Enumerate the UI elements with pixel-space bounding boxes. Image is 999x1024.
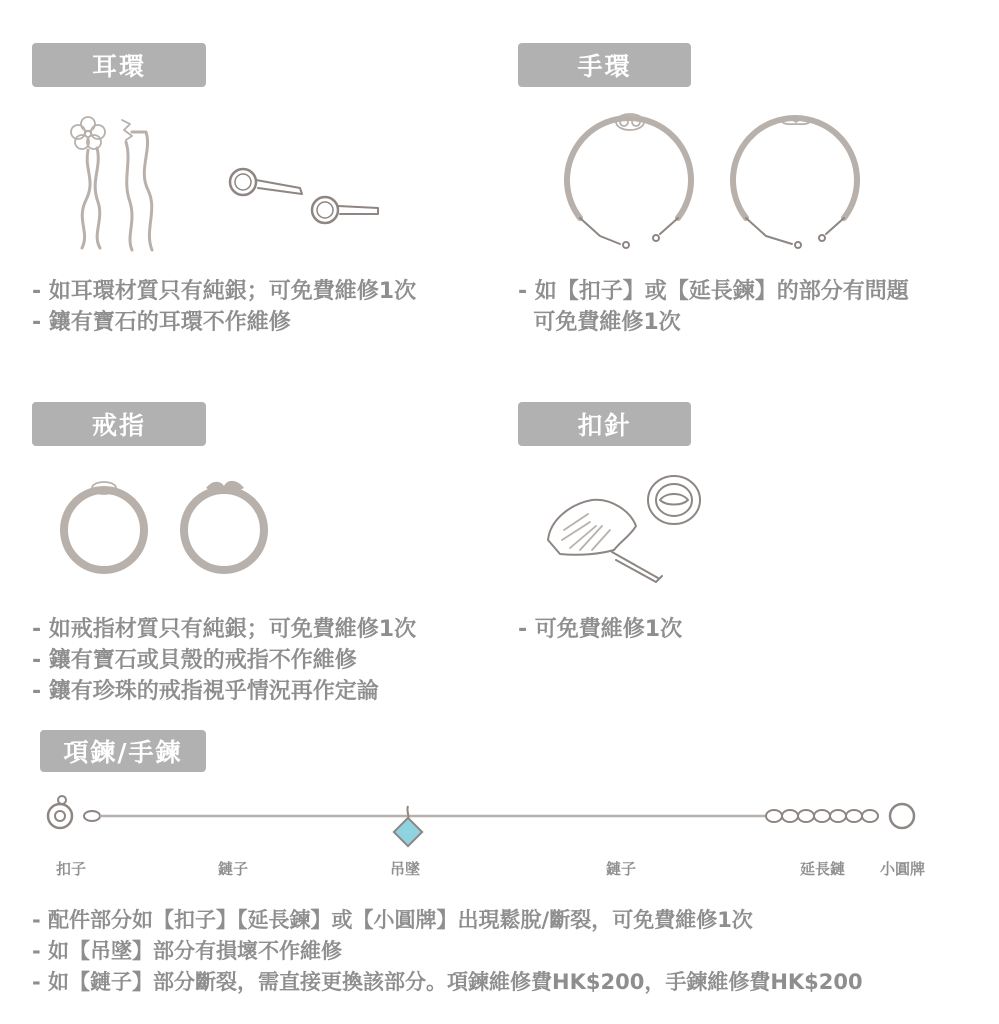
bangle-flower-icon [567,114,691,248]
necklace-notes [32,905,863,998]
necklace-note-2: - 如【吊墜】部分有損壞不作維修 [32,939,343,963]
extender-chain-icon [766,810,878,822]
bangle-bow-icon [733,118,857,248]
earrings-title-badge: 耳環 [32,43,206,87]
label-tag: 小圓牌 [880,860,926,878]
necklace-note-1: - 配件部分如【扣子】【延長鍊】或【小圓牌】出現鬆脫/斷裂，可免費維修1次 [32,908,753,932]
label-clasp: 扣子 [56,860,87,878]
bracelets-note-2: 可免費維修1次 [518,310,681,335]
bracelets-note-1: - 如【扣子】或【延長鍊】的部分有問題 [518,279,909,304]
rings-note-1: - 如戒指材質只有純銀；可免費維修1次 [32,617,417,642]
brooch-note-1: - 可免費維修1次 [518,617,683,642]
label-extender: 延長鏈 [800,860,846,878]
clasp-icon [48,796,100,828]
rings-illustration [56,472,276,582]
brooch-title-badge: 扣針 [518,402,691,446]
rings-note-3: - 鑲有珍珠的戒指視乎情況再作定論 [32,679,379,704]
rings-title-badge: 戒指 [32,402,206,446]
earrings-note-2: - 鑲有寶石的耳環不作維修 [32,310,291,335]
brooch-illustration [540,470,710,590]
brooch-notes [518,614,682,645]
bracelets-notes [518,276,909,338]
ring-leaf-icon [184,481,264,570]
earrings-notes [32,276,416,338]
round-badge-icon [648,476,700,524]
flower-earring-icon [71,117,105,248]
rings-note-2: - 鑲有寶石或貝殼的戒指不作維修 [32,648,357,673]
bracelets-illustration [560,108,870,258]
bracelets-title-badge: 手環 [518,43,691,87]
earrings-illustration [60,110,390,255]
stud-earring-icon [230,169,378,223]
label-chain-right: 鏈子 [606,860,637,878]
ring-gem-icon [64,482,144,570]
rings-notes [32,614,416,707]
earrings-note-1: - 如耳環材質只有純銀；可免費維修1次 [32,279,417,304]
label-chain-left: 鏈子 [218,860,249,878]
pendant-icon [394,806,422,846]
necklace-title-badge: 項鍊/手鍊 [40,730,206,772]
tag-icon [890,804,914,828]
label-pendant: 吊墜 [390,860,421,878]
ginkgo-leaf-icon [548,500,662,582]
wavy-earring-icon [122,120,152,250]
chain-diagram [40,792,940,852]
necklace-note-3: - 如【鏈子】部分斷裂，需直接更換該部分。項鍊維修費HK$200，手鍊維修費HK$200 [32,970,863,994]
